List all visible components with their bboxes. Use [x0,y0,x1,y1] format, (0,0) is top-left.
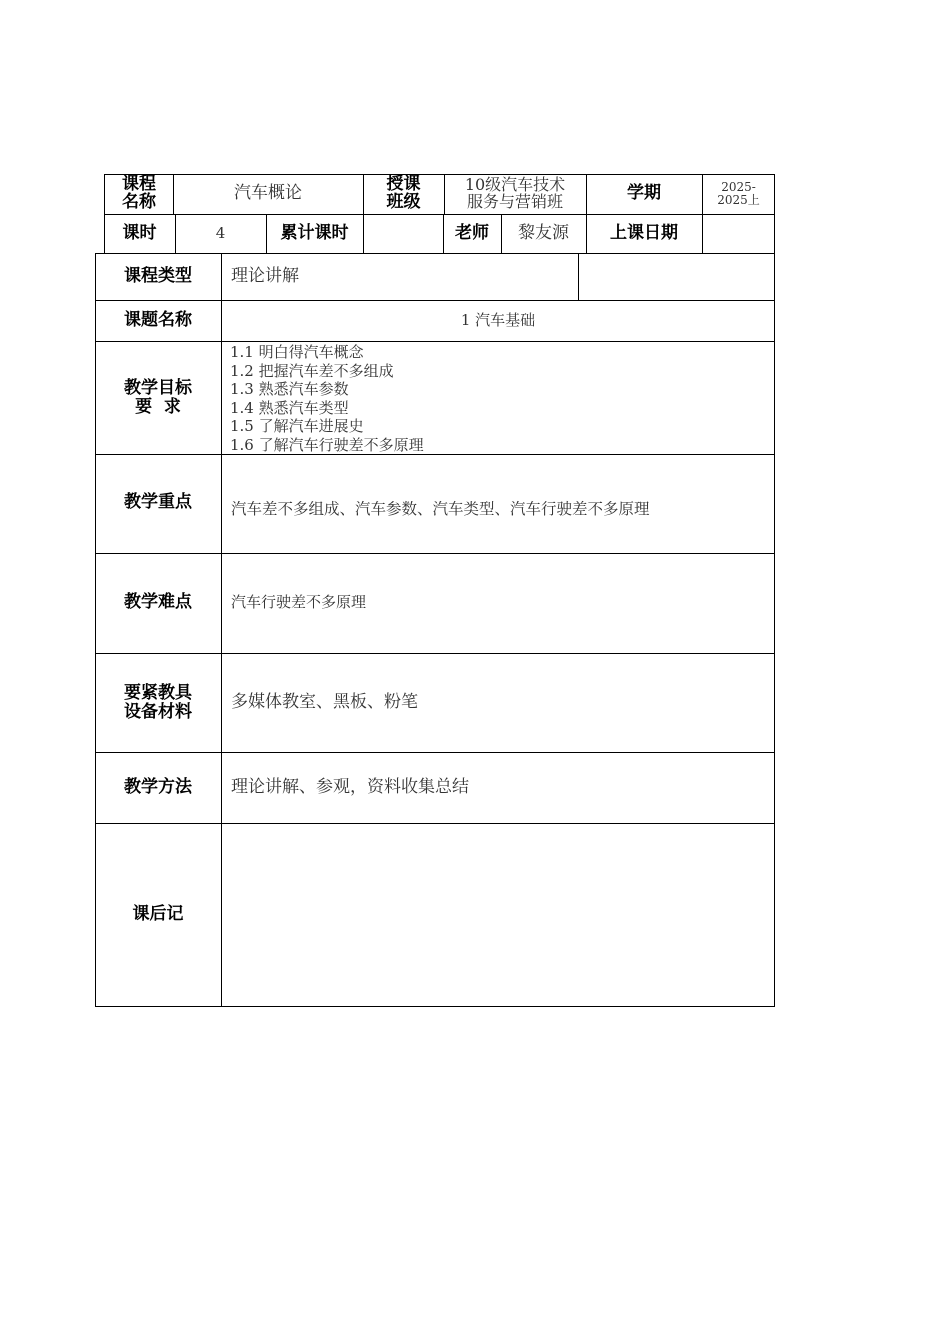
objectives-label-line1: 教学目标 [124,377,192,398]
objective-item: 1.4 熟悉汽车类型 [230,398,349,417]
objective-item: 1.2 把握汽车差不多组成 [230,361,394,380]
objectives-list [221,341,775,454]
divider [578,253,579,300]
key-points-label: 教学重点 [124,491,192,512]
objective-item: 1.1 明白得汽车概念 [230,343,364,361]
equipment-value: 多媒体教室、黑板、粉笔 [231,691,418,712]
objectives-label-line2: 要 求 [135,396,181,417]
difficulties-label: 教学难点 [124,592,192,613]
topic-value: 1 汽车基础 [460,310,536,329]
course-name-label: 课程 名称 [122,174,156,212]
date-value [702,214,775,254]
term-label: 学期 [627,183,661,204]
method-value: 理论讲解、参观，资料收集总结 [231,776,469,797]
objective-item: 1.3 熟悉汽车参数 [230,380,349,398]
equipment-label [95,653,221,752]
notes-value [221,823,775,1007]
hours-label: 课时 [122,223,157,244]
hours-value: 4 [215,224,226,243]
objective-item: 1.5 了解汽车进展史 [230,417,364,435]
course-type-label: 课程类型 [124,265,192,286]
objective-item: 1.6 了解汽车行驶差不多原理 [230,435,424,454]
class-value: 10级汽车技术 服务与营销班 [464,175,566,211]
course-name-value: 汽车概论 [234,183,302,204]
notes-label: 课后记 [132,904,184,925]
objectives-label [95,341,221,454]
equipment-label-line1: 要紧教具 [124,682,192,703]
cumulative-hours-label: 累计课时 [280,223,349,244]
difficulties-value: 汽车行驶差不多原理 [231,593,367,612]
teacher-label: 老师 [455,223,489,244]
date-label: 上课日期 [610,223,678,244]
equipment-label-line2: 设备材料 [124,701,192,722]
topic-label: 课题名称 [124,309,192,330]
course-type-value: 理论讲解 [231,265,299,286]
teacher-value: 黎友源 [518,223,569,244]
method-label: 教学方法 [124,776,192,797]
term-value: 2025- 2025上 [717,180,760,207]
class-label: 授课 班级 [386,174,421,212]
key-points-value: 汽车差不多组成、汽车参数、汽车类型、汽车行驶差不多原理 [231,500,650,519]
cumulative-hours-value [363,214,443,254]
